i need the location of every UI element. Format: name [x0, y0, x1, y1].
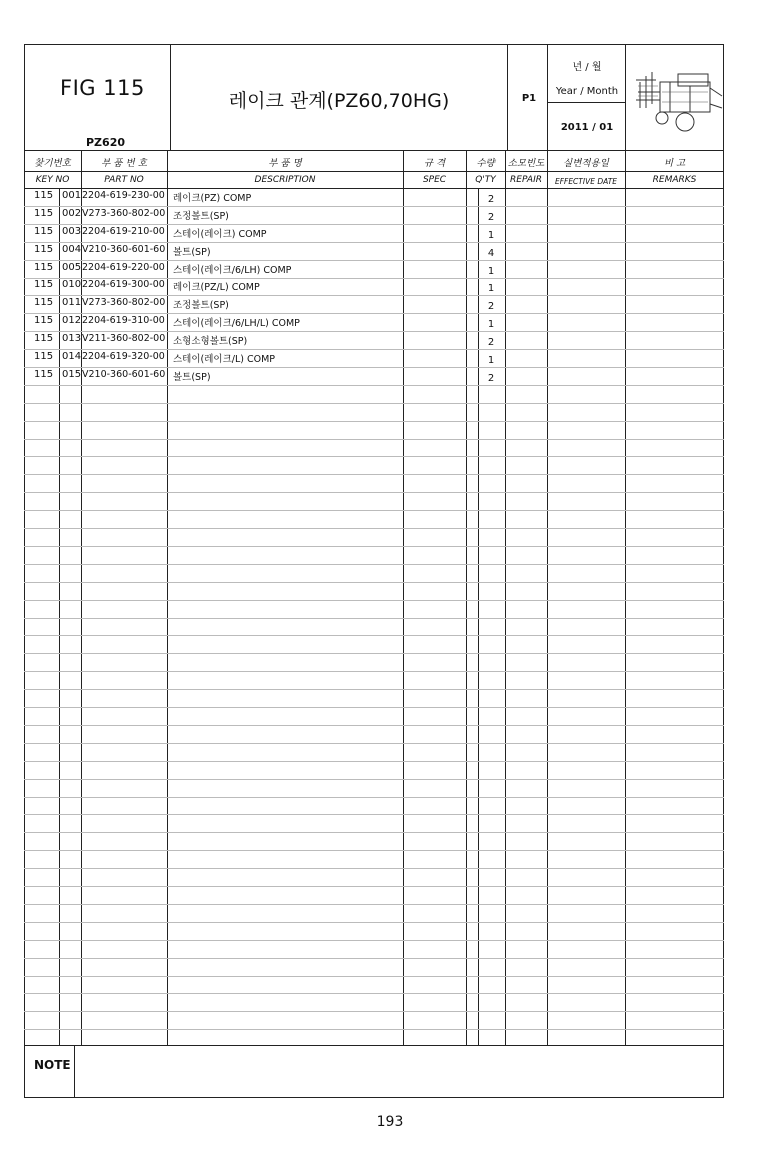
- row-line: [24, 743, 724, 744]
- row-line: [24, 707, 724, 708]
- part-number-cell: 2204-619-320-00: [82, 351, 165, 363]
- key-number-cell: 004: [62, 243, 82, 255]
- year-month-value: 2011 / 01: [560, 122, 614, 133]
- fig-number-cell: 115: [34, 351, 54, 363]
- row-line: [24, 779, 724, 780]
- col-repair-ko: 소모빈도: [507, 158, 545, 169]
- table-row: [25, 188, 725, 206]
- row-line: [24, 653, 724, 654]
- key-number-cell: 010: [62, 279, 82, 291]
- row-line: [24, 1011, 724, 1012]
- row-line: [24, 797, 724, 798]
- col-key-en: KEY NO: [35, 175, 70, 185]
- row-line: [24, 850, 724, 851]
- fig-number-cell: 115: [34, 315, 54, 327]
- row-line: [24, 546, 724, 547]
- row-line: [24, 689, 724, 690]
- row-line: [24, 1029, 724, 1030]
- description-cell: 스테이(레이크/6/LH/L) COMP: [173, 318, 300, 330]
- row-line: [24, 421, 724, 422]
- row-line: [24, 492, 724, 493]
- row-line: [24, 439, 724, 440]
- col-qty-en: Q'TY: [475, 175, 496, 185]
- key-number-cell: 014: [62, 351, 82, 363]
- part-number-cell: 2204-619-220-00: [82, 261, 165, 273]
- key-number-cell: 001: [62, 190, 82, 201]
- quantity-cell: 1: [487, 355, 495, 367]
- col-spec-en: SPEC: [422, 175, 447, 185]
- col-remarks-en: REMARKS: [652, 175, 697, 185]
- description-cell: 레이크(PZ) COMP: [173, 193, 252, 204]
- header-divider: [547, 102, 625, 103]
- key-number-cell: 002: [62, 207, 82, 219]
- table-row: [25, 224, 725, 242]
- description-cell: 조정볼트(SP): [173, 210, 229, 222]
- part-number-cell: 2204-619-230-00: [82, 190, 165, 201]
- model-name: PZ620: [86, 136, 125, 149]
- row-line: [24, 600, 724, 601]
- part-number-cell: 2204-619-300-00: [82, 279, 165, 291]
- fig-number-cell: 115: [34, 243, 54, 255]
- page-title: 레이크 관계(PZ60,70HG): [228, 90, 450, 112]
- fig-number-cell: 115: [34, 297, 54, 309]
- quantity-cell: 2: [487, 194, 495, 205]
- row-line: [24, 886, 724, 887]
- part-number-cell: 2204-619-310-00: [82, 315, 165, 327]
- row-line: [24, 564, 724, 565]
- table-row: [25, 260, 725, 278]
- header-divider: [24, 150, 724, 151]
- key-number-cell: 012: [62, 315, 82, 327]
- col-desc-ko: 부 품 명: [268, 158, 302, 169]
- col-part-en: PART NO: [104, 175, 144, 185]
- part-number-cell: V211-360-802-00: [82, 333, 166, 345]
- note-divider: [24, 1045, 724, 1046]
- fig-number-cell: 115: [34, 368, 54, 380]
- part-number-cell: V273-360-802-00: [82, 207, 166, 219]
- row-line: [24, 725, 724, 726]
- table-row: [25, 349, 725, 367]
- row-line: [24, 940, 724, 941]
- key-number-cell: 013: [62, 333, 82, 345]
- row-line: [24, 474, 724, 475]
- row-line: [24, 868, 724, 869]
- col-desc-en: DESCRIPTION: [254, 175, 316, 185]
- note-label: NOTE: [34, 1058, 71, 1072]
- row-line: [24, 510, 724, 511]
- row-line: [24, 528, 724, 529]
- row-line: [24, 814, 724, 815]
- quantity-cell: 1: [487, 229, 495, 241]
- table-row: [25, 367, 725, 385]
- description-cell: 소형소형볼트(SP): [173, 336, 248, 348]
- description-cell: 볼트(SP): [173, 371, 211, 383]
- figure-number: FIG 115: [60, 76, 145, 100]
- header-vdivider: [507, 44, 508, 150]
- row-line: [24, 635, 724, 636]
- year-month-label-ko: 년 / 월: [572, 62, 602, 73]
- fig-number-cell: 115: [34, 207, 54, 219]
- fig-number-cell: 115: [34, 225, 54, 237]
- quantity-cell: 2: [487, 211, 495, 223]
- col-key-ko: 찾기번호: [34, 158, 71, 169]
- description-cell: 레이크(PZ/L) COMP: [173, 282, 260, 294]
- row-line: [24, 904, 724, 905]
- page-id: P1: [521, 93, 537, 104]
- row-line: [24, 385, 724, 386]
- row-line: [24, 403, 724, 404]
- quantity-cell: 1: [487, 265, 495, 277]
- fig-number-cell: 115: [34, 279, 54, 291]
- part-number-cell: V273-360-802-00: [82, 297, 166, 309]
- note-vdivider: [74, 1045, 75, 1098]
- table-row: [25, 206, 725, 224]
- machine-illustration: [630, 52, 726, 138]
- table-row: [25, 295, 725, 313]
- quantity-cell: 2: [487, 301, 495, 313]
- description-cell: 조정볼트(SP): [173, 300, 229, 312]
- column-header-divider: [24, 171, 724, 172]
- table-row: [25, 313, 725, 331]
- quantity-cell: 2: [487, 372, 495, 384]
- quantity-cell: 4: [487, 247, 495, 259]
- col-qty-ko: 수량: [476, 158, 495, 169]
- col-repair-en: REPAIR: [510, 175, 542, 185]
- row-line: [24, 761, 724, 762]
- page-number: 193: [376, 1114, 404, 1130]
- part-number-cell: 2204-619-210-00: [82, 225, 165, 237]
- row-line: [24, 958, 724, 959]
- fig-number-cell: 115: [34, 190, 54, 201]
- description-cell: 스테이(레이크/L) COMP: [173, 354, 276, 366]
- key-number-cell: 011: [62, 297, 82, 309]
- header-vdivider: [170, 44, 171, 150]
- part-number-cell: V210-360-601-60: [82, 243, 166, 255]
- quantity-cell: 2: [487, 337, 495, 349]
- quantity-cell: 1: [487, 283, 495, 295]
- col-remarks-ko: 비 고: [663, 158, 686, 169]
- description-cell: 스테이(레이크/6/LH) COMP: [173, 264, 292, 276]
- description-cell: 볼트(SP): [173, 246, 211, 258]
- table-row: [25, 242, 725, 260]
- quantity-cell: 1: [487, 319, 495, 331]
- key-number-cell: 015: [62, 368, 82, 380]
- table-row: [25, 277, 725, 295]
- row-line: [24, 832, 724, 833]
- key-number-cell: 005: [62, 261, 82, 273]
- row-line: [24, 976, 724, 977]
- parts-rows: [25, 188, 725, 385]
- table-row: [25, 331, 725, 349]
- fig-number-cell: 115: [34, 261, 54, 273]
- row-line: [24, 456, 724, 457]
- row-line: [24, 671, 724, 672]
- col-eff-ko: 실변적용일: [563, 158, 609, 169]
- year-month-label-en: Year / Month: [555, 86, 619, 97]
- row-line: [24, 618, 724, 619]
- part-number-cell: V210-360-601-60: [82, 368, 166, 380]
- col-part-ko: 부 품 번 호: [101, 158, 147, 169]
- row-line: [24, 993, 724, 994]
- col-spec-ko: 규 격: [423, 158, 446, 169]
- col-eff-en: EFFECTIVE DATE: [554, 177, 618, 186]
- row-line: [24, 922, 724, 923]
- description-cell: 스테이(레이크) COMP: [173, 228, 267, 240]
- row-line: [24, 582, 724, 583]
- key-number-cell: 003: [62, 225, 82, 237]
- fig-number-cell: 115: [34, 333, 54, 345]
